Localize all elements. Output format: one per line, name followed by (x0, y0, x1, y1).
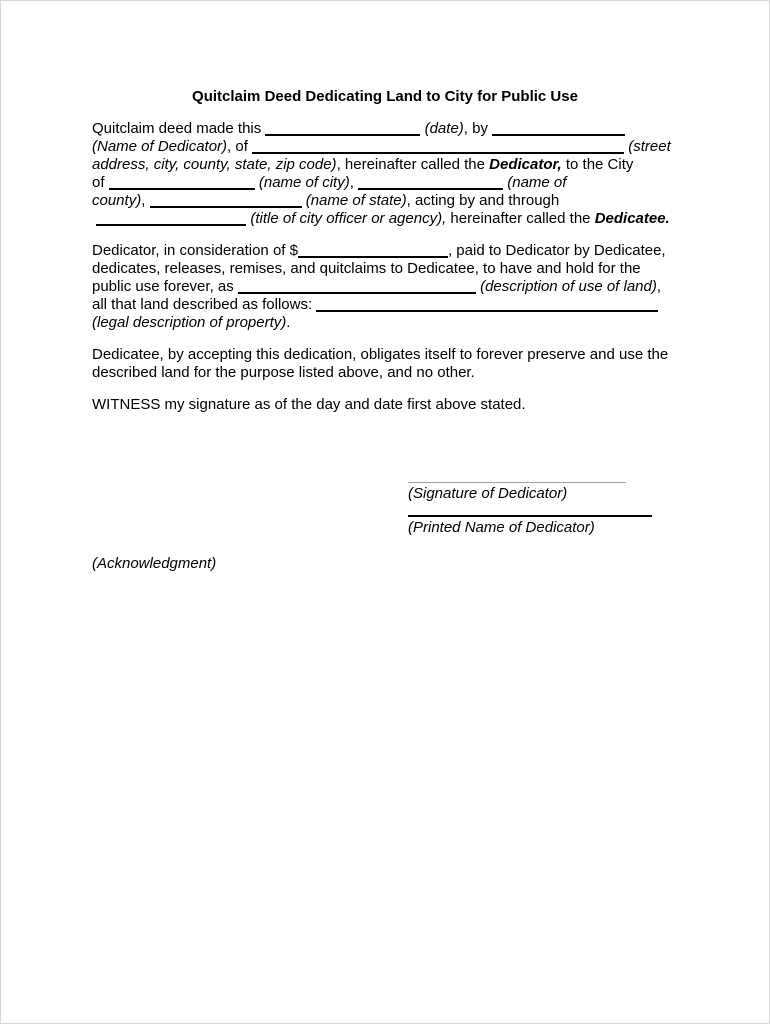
dedicator-name-blank[interactable] (492, 134, 625, 136)
signature-line-blank[interactable] (408, 482, 626, 483)
text-segment: county) (92, 192, 142, 209)
text-segment: hereinafter called the (446, 210, 595, 227)
text-segment: , hereinafter called the (336, 156, 490, 173)
text-segment: dedicates, releases, remises, and quitclaims to Dedicatee, to have and hold for the (92, 260, 641, 277)
text-line (92, 242, 678, 260)
text-segment: , (349, 174, 359, 191)
text-segment: . (286, 314, 291, 331)
text-segment: (street (628, 138, 671, 155)
witness-paragraph (92, 396, 678, 414)
officer-title-blank[interactable] (96, 224, 246, 226)
text-segment: Dedicator, (489, 156, 562, 173)
text-line (92, 278, 678, 296)
text-segment: Dedicator, in consideration of $ (92, 242, 298, 259)
opening-paragraph (92, 120, 678, 228)
obligation-paragraph (92, 346, 678, 382)
text-segment: public use forever, as (92, 278, 238, 295)
city-name-blank[interactable] (109, 188, 255, 190)
text-segment: (date) (424, 120, 464, 137)
text-line (92, 396, 678, 414)
text-segment: , of (227, 138, 253, 155)
text-segment: (name of (507, 174, 567, 191)
text-segment: , paid to Dedicator by Dedicatee, (447, 242, 666, 259)
text-segment: of (92, 174, 109, 191)
text-segment: address, city, county, state, zip code) (92, 156, 337, 173)
text-segment: Quitclaim deed made this (92, 120, 266, 137)
signature-caption: (Signature of Dedicator) (408, 485, 568, 502)
date-blank[interactable] (265, 134, 420, 136)
text-segment: (name of city) (258, 174, 350, 191)
text-segment: , (656, 278, 662, 295)
text-segment: Dedicatee, by accepting this dedication, obligates itself to forever preserve and use the (92, 346, 669, 363)
consideration-paragraph (92, 242, 678, 332)
text-segment: all that land described as follows: (92, 296, 317, 313)
printed-name-caption: (Printed Name of Dedicator) (408, 519, 595, 536)
text-segment: (name of state) (305, 192, 407, 209)
acknowledgment-label: (Acknowledgment) (92, 555, 217, 572)
text-segment: , by (463, 120, 493, 137)
text-line (92, 314, 678, 332)
text-segment: (legal description of property) (92, 314, 287, 331)
text-line (92, 156, 678, 174)
signature-block (408, 482, 678, 537)
text-segment: (title of city officer or agency), (250, 210, 447, 227)
text-segment: (description of use of land) (480, 278, 657, 295)
consideration-amount-blank[interactable] (298, 256, 448, 258)
street-address-blank[interactable] (252, 152, 624, 154)
text-line (92, 210, 678, 228)
text-segment: , acting by and through (406, 192, 560, 209)
state-name-blank[interactable] (150, 206, 302, 208)
text-segment: (Name of Dedicator) (92, 138, 228, 155)
text-line (92, 138, 678, 156)
text-segment: , (141, 192, 150, 209)
county-name-blank[interactable] (358, 188, 503, 190)
text-segment: WITNESS my signature as of the day and date first above stated. (92, 396, 526, 413)
text-line (92, 120, 678, 138)
text-line (92, 192, 678, 210)
text-line (92, 260, 678, 278)
text-segment: to the City (561, 156, 634, 173)
text-line (92, 174, 678, 192)
legal-description-blank[interactable] (316, 310, 658, 312)
text-segment: Dedicatee. (594, 210, 670, 227)
text-segment: described land for the purpose listed above, and no other. (92, 364, 475, 381)
text-line (92, 296, 678, 314)
printed-name-line-blank[interactable] (408, 515, 652, 517)
text-line (92, 346, 678, 364)
text-line (92, 364, 678, 382)
use-description-blank[interactable] (238, 292, 476, 294)
document-title: Quitclaim Deed Dedicating Land to City for Public Use (192, 88, 578, 105)
